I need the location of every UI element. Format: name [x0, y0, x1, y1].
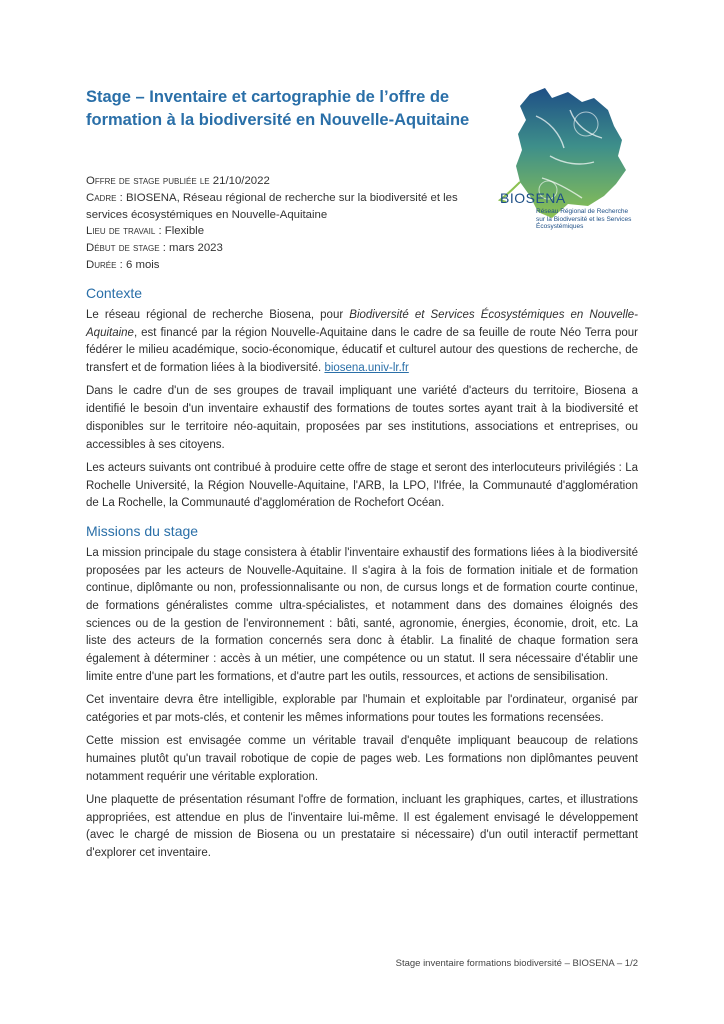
meta-lieu: Lieu de travail : Flexible	[86, 225, 205, 238]
contexte-paragraph-3: Les acteurs suivants ont contribué à produire cette offre de stage et seront des interlocuteurs privilégiés : La Rochelle Université, la Région Nouvelle-Aquitaine, l'ARB, la LPO, l'Ifrée, la Communauté d'agglomération de La Rochelle, la Communauté d'agglomération de Rochefort Océan.	[86, 461, 638, 510]
contexte-paragraph-1	[86, 307, 638, 378]
section-missions	[86, 522, 638, 863]
missions-paragraph-3: Cette mission est envisagée comme un véritable travail d'enquête impliquant beaucoup de relations humaines plutôt qu'un travail robotique de copie de pages web. Les formations non diplômantes peuvent notamment requérir une véritable exploration.	[86, 735, 638, 783]
biosena-website-link[interactable]: biosena.univ-lr.fr	[324, 362, 409, 375]
meta-cadre-value: BIOSENA, Réseau régional de recherche sur la biodiversité et les services écosystémiques en Nouvelle-Aquitaine	[86, 191, 458, 221]
meta-cadre-label: Cadre	[86, 191, 117, 204]
contexte-paragraph-2: Dans le cadre d'un de ses groupes de travail impliquant une variété d'acteurs du territoire, Biosena a identifié le besoin d'un inventaire exhaustif des formations de toutes sortes ayant trait à la biodiversité et disponibles sur le territoire néo-aquitain, proposées par ses institutions, associations et entreprises, ou accessibles à ses citoyens.	[86, 385, 638, 451]
contexte-p1-text: Le réseau régional de recherche Biosena, pour	[86, 309, 350, 321]
meta-offer-value: 21/10/2022	[212, 175, 270, 187]
meta-debut: Début de stage : mars 2023	[86, 242, 223, 255]
missions-heading: Missions du stage	[86, 522, 199, 539]
missions-paragraph-1: La mission principale du stage consistera à établir l'inventaire exhaustif des formations liées à la biodiversité proposées par les acteurs de Nouvelle-Aquitaine. Il s'agira à la fois de formation initiale et de formation continue, diplômante ou non, professionnalisante ou non, de cursus longs et de formation courte continue, de formations généralistes comme ultra-spécialistes, et notamment dans des domaines éloignés des sciences ou de la gestion de l'environnement : bâti, santé, agronomie, énergies, économie, droit, etc. La liste des acteurs de la formation concernés sera donc à établir. La finalité de chaque formation sera également à déterminer : accès à un métier, une compétence ou un statut. Il sera nécessaire d'établir une limite entre d'une part les formations, et d'autre part les outils, ressources, et actions de sensibilisation.	[86, 546, 638, 683]
meta-debut-value: mars 2023	[169, 242, 223, 255]
meta-lieu-value: Flexible	[164, 225, 205, 238]
meta-lieu-label: Lieu de travail	[86, 225, 156, 238]
contexte-p1-text-end: , est financé par la région Nouvelle-Aquitaine dans le cadre de sa feuille de route Néo Terra pour fédérer le milieu académique, socio-économique, éducatif et culturel autour des questions de recherche, de transfert et de formation liées à la biodiversité.	[86, 326, 638, 375]
page-title: Stage – Inventaire et cartographie de l’offre de formation à la biodiversité en Nouvelle-Aquitaine	[86, 88, 470, 129]
meta-duree-value: 6 mois	[125, 258, 160, 271]
main-content	[86, 284, 638, 868]
missions-paragraph-4: Une plaquette de présentation résumant l'offre de formation, incluant les graphiques, cartes, et illustrations appropriées, est attendue en plus de l'inventaire lui-même. Il est également envisagé le développement (avec le chargé de mission de Biosena ou un prestataire si nécessaire) d'un outil interactif permettant d'explorer cet inventaire.	[86, 793, 638, 859]
meta-duree-label: Durée	[86, 258, 117, 271]
contexte-p1-emphasis: Biodiversité et Services Écosystémiques en Nouvelle-Aquitaine	[86, 309, 639, 339]
page-footer: Stage inventaire formations biodiversité – BIOSENA – 1/2	[395, 958, 638, 969]
meta-duree: Durée : 6 mois	[86, 258, 160, 271]
meta-debut-label: Début de stage	[86, 242, 160, 255]
missions-paragraph-2: Cet inventaire devra être intelligible, explorable par l'humain et exploitable par l'ordinateur, organisé par catégories et par mots-clés, et contenir les mêmes informations pour toutes les formations recensées.	[86, 694, 638, 724]
biosena-logo	[490, 86, 640, 236]
offer-metadata	[86, 173, 466, 274]
section-contexte	[86, 284, 638, 513]
meta-cadre: Cadre : BIOSENA, Réseau régional de recherche sur la biodiversité et les services écosystémiques en Nouvelle-Aquitaine	[86, 191, 458, 221]
meta-offer	[86, 173, 466, 190]
contexte-heading: Contexte	[86, 285, 143, 301]
logo-wordmark: BIOSENA	[500, 190, 566, 206]
meta-offer-label: Offre de stage publiée le	[86, 175, 210, 187]
logo-tagline: Réseau Régional de Recherche sur la Biodiversité et les Services Écosystémiques	[536, 208, 632, 230]
